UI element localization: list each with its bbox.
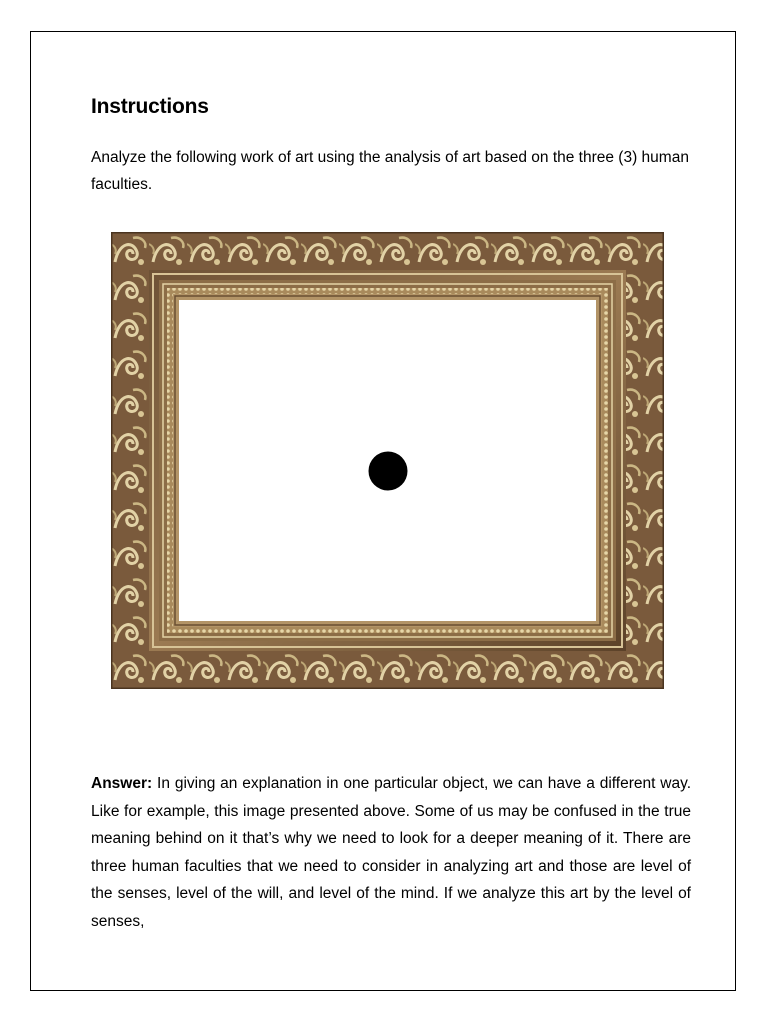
answer-text: In giving an explanation in one particular object, we can have a different way. Like for example, this image presented above. Some of us may be confused in the true meaning behind on it that’s why we need to look for a deeper meaning of it. There are three human faculties that we need to consider in analyzing art and those are level of the senses, level of the will, and level of the mind. If we analyze this art by the level of senses, — [91, 775, 691, 930]
ornate-frame-picture — [111, 232, 664, 689]
page-title: Instructions — [91, 95, 209, 118]
black-dot — [369, 452, 408, 491]
artwork-image — [111, 232, 664, 689]
instruction-text: Analyze the following work of art using the analysis of art based on the three (3) human faculties. — [91, 149, 689, 193]
answer-paragraph — [91, 770, 691, 935]
answer-label: Answer: — [91, 775, 153, 792]
